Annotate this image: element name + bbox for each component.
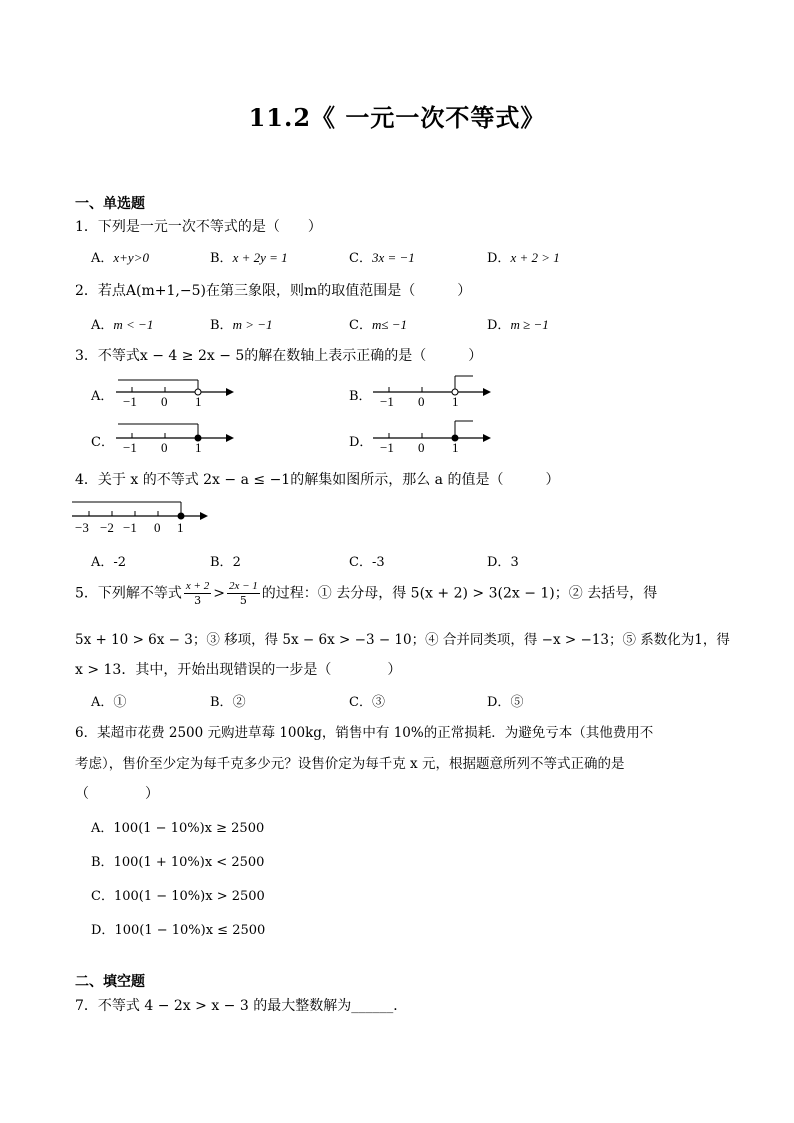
q3-option-a-label: A． [91, 389, 114, 404]
q1-option-c: C．3x = −1 [349, 250, 415, 266]
question-3-stem: 3．不等式x − 4 ≥ 2x − 5的解在数轴上表示正确的是（ ） [75, 348, 483, 364]
q6-option-a: A．100(1 − 10%)x ≥ 2500 [91, 821, 265, 836]
question-7-stem: 7．不等式 4 − 2x > x − 3 的最大整数解为______． [75, 998, 408, 1014]
question-4-stem: 4．关于 x 的不等式 2x − a ≤ −1的解集如图所示，那么 a 的值是（ ） [75, 472, 560, 488]
q6-option-d: D．100(1 − 10%)x ≤ 2500 [91, 923, 266, 938]
q5-option-c: C．③ [349, 695, 385, 710]
tick-label: −3 [75, 520, 89, 535]
answer-blank[interactable]: ______ [351, 998, 394, 1014]
q5-option-a: A．① [91, 695, 127, 710]
q1-option-d: D．x + 2 > 1 [487, 250, 560, 266]
q4-number-line [70, 496, 215, 536]
q2-option-a: A．m < −1 [91, 317, 154, 333]
question-5-line-3: x > 13．其中，开始出现错误的一步是（ ） [75, 662, 402, 678]
tick-label: 0 [161, 394, 168, 408]
tick-label: 1 [177, 520, 184, 535]
tick-label: 0 [161, 440, 168, 454]
q4-option-a: A．-2 [91, 555, 127, 570]
q3-option-d-number-line [367, 418, 497, 454]
q4-option-b: B．2 [210, 555, 241, 570]
tick-label: −2 [100, 520, 114, 535]
question-6-line-2: 考虑），售价至少定为每千克多少元？设售价定为每千克 x 元，根据题意所列不等式正确的是 [75, 756, 625, 772]
question-1-stem: 1．下列是一元一次不等式的是（ ） [75, 219, 322, 235]
q6-option-c: C．100(1 − 10%)x > 2500 [91, 889, 265, 904]
q3-option-a-number-line [110, 372, 240, 408]
tick-label: 0 [154, 520, 161, 535]
q2-option-d: D．m ≥ −1 [487, 317, 549, 333]
fraction: $\frac{2x - 1}{5}$ [228, 580, 258, 607]
q4-option-c: C．-3 [349, 555, 385, 570]
tick-label: −1 [380, 394, 394, 408]
q5-option-d: D．⑤ [487, 695, 524, 710]
q3-option-c-number-line [110, 418, 240, 454]
q1-option-a: A．x+y>0 [91, 250, 149, 266]
question-6-line-3: （ ） [75, 786, 159, 802]
tick-label: −1 [380, 440, 394, 454]
section-heading-fill-blank: 二、填空题 [75, 974, 145, 990]
tick-label: 1 [452, 440, 459, 454]
q2-option-b: B．m > −1 [210, 317, 273, 333]
q2-option-c: C．m≤ −1 [349, 317, 407, 333]
section-heading-single-choice: 一、单选题 [75, 196, 145, 212]
q6-option-b: B．100(1 + 10%)x < 2500 [91, 855, 265, 870]
tick-label: 0 [418, 440, 425, 454]
question-2-stem: 2．若点A(m+1,−5)在第三象限，则m的取值范围是（ ） [75, 283, 472, 299]
page-title: 11.2《 一元一次不等式》 [248, 103, 546, 132]
q1-option-b: B．x + 2y = 1 [210, 250, 288, 266]
tick-label: 1 [195, 440, 202, 454]
fraction: $\frac{x + 2}{3}$ [185, 580, 210, 607]
tick-label: −1 [123, 394, 137, 408]
q3-option-b-label: B． [349, 389, 372, 404]
tick-label: 0 [418, 394, 425, 408]
q3-option-c-label: C． [91, 435, 114, 450]
q5-option-b: B．② [210, 695, 246, 710]
tick-label: 1 [452, 394, 459, 408]
question-6-line-1: 6．某超市花费 2500 元购进草莓 100kg，销售中有 10%的正常损耗．为避免亏本（其他费用不 [75, 725, 654, 741]
tick-label: −1 [123, 520, 137, 535]
tick-label: −1 [123, 440, 137, 454]
q4-option-d: D．3 [487, 555, 519, 570]
question-5-line-1: 5．下列解不等式 $\frac{x + 2}{3}$ > $\frac{2x - 1}{5}$ 的过程：① 去分母，得 5(x + 2) > 3(2x − 1)；② 去括号，得 [75, 580, 658, 607]
q3-option-d-label: D． [349, 435, 373, 450]
q3-option-b-number-line [367, 372, 497, 408]
tick-label: 1 [195, 394, 202, 408]
question-5-line-2: 5x + 10 > 6x − 3；③ 移项，得 5x − 6x > −3 − 10；④ 合并同类项，得 −x > −13；⑤ 系数化为1，得 [75, 632, 730, 648]
